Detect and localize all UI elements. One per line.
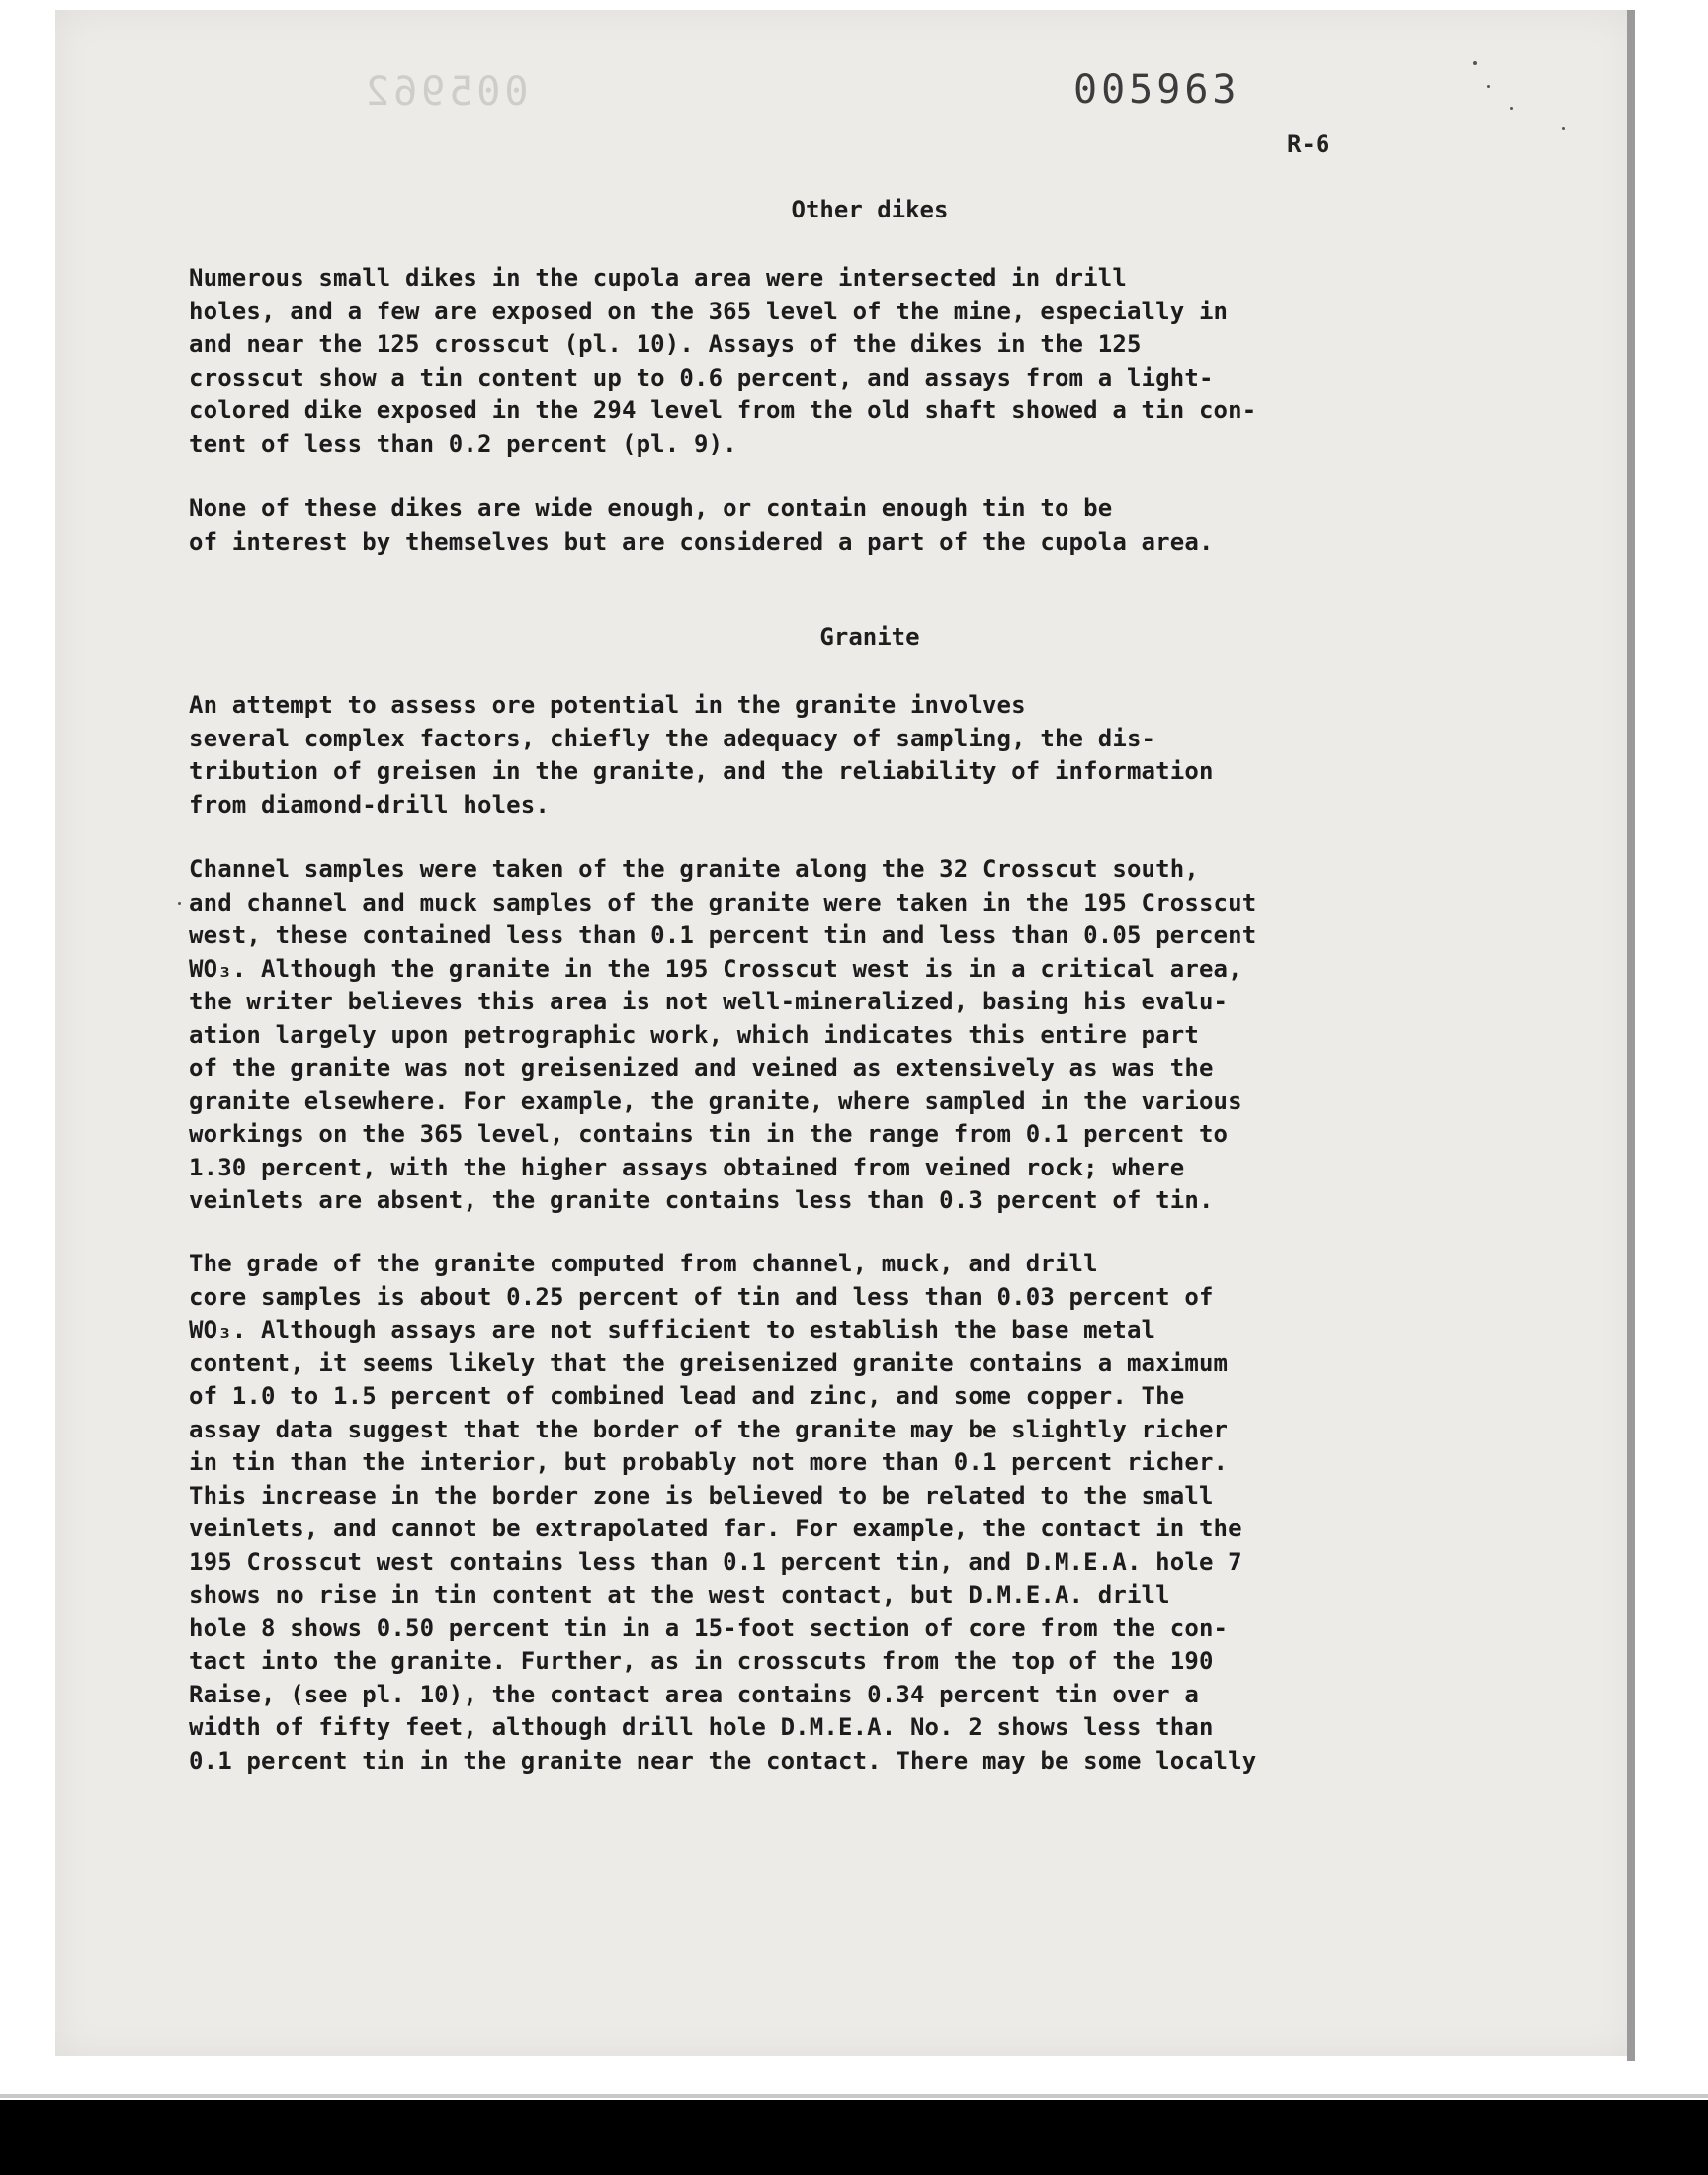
scanner-edge-line (0, 2094, 1708, 2098)
paragraph: Numerous small dikes in the cupola area were intersected in drill holes, and a few are exposed on the 365 level of the mine, especially in and near the 125 crosscut (pl. 10). Assays of the dikes in the 125 crosscut show a tin content up to 0.6 percent, and assays from a light- colored dike exposed in the 294 level from the old shaft showed a tin con- tent of less than 0.2 percent (pl. 9). (189, 264, 1257, 458)
page-number: R-6 (1287, 130, 1330, 158)
scan-speck (1487, 85, 1490, 88)
scan-speck (1510, 107, 1513, 110)
scan-speck (1473, 61, 1477, 65)
paragraph: Channel samples were taken of the granite along the 32 Crosscut south, and channel and muck samples of the granite were taken in the 195 Crosscut west, these contained less than 0.1 percent tin and less than 0.05 percent WO₃. Although the granite in the 195 Crosscut west is in a critical area, the writer believes this area is not well-mineralized, basing his evalu- ation largely upon petrographic work, which indicates this entire part of the granite was not greisenized and veined as extensively as was the granite elsewhere. For example, the granite, where sampled in the various workings on the 365 level, contains tin in the range from 0.1 percent to 1.30 percent, with the higher assays obtained from veined rock; where veinlets are absent, the granite contains less than 0.3 percent of tin. (189, 855, 1257, 1214)
scan-speck (1562, 127, 1565, 130)
page-edge-shadow (1627, 10, 1635, 2061)
scan-speck (178, 902, 181, 905)
bleed-through-stamp-number: 005962 (362, 69, 529, 115)
paragraph: None of these dikes are wide enough, or contain enough tin to be of interest by themselves but are considered a part of the cupola area. (189, 494, 1214, 556)
paragraph: An attempt to assess ore potential in the granite involves several complex factors, chiefly the adequacy of sampling, the dis- tribution of greisen in the granite, and the reliability of information from diamond-drill holes. (189, 691, 1214, 819)
section-heading-other-dikes: Other dikes (791, 196, 949, 223)
paragraph: The grade of the granite computed from channel, muck, and drill core samples is about 0.25 percent of tin and less than 0.03 percent of WO₃. Although assays are not sufficient to establish the base metal content, it seems likely that the greisenized granite contains a maximum of 1.0 to 1.5 percent of combined lead and zinc, and some copper. The assay data suggest that the border of the granite may be slightly richer in tin than the interior, but probably not more than 0.1 percent richer. This increase in the border zone is believed to be related to the small veinlets, and cannot be extrapolated far. For example, the contact in the 195 Crosscut west contains less than 0.1 percent tin, and D.M.E.A. hole 7 shows no rise in tin content at the west contact, but D.M.E.A. drill hole 8 shows 0.50 percent tin in a 15-foot section of core from the con- tact into the granite. Further, as in crosscuts from the top of the 190 Raise, (see pl. 10), the contact area contains 0.34 percent tin over a width of fifty feet, although drill hole D.M.E.A. No. 2 shows less than 0.1 percent tin in the granite near the contact. There may be some locally (189, 1250, 1257, 1775)
scanner-bottom-band (0, 2100, 1708, 2175)
section-heading-granite: Granite (819, 623, 920, 651)
stamp-number: 005963 (1073, 67, 1240, 113)
